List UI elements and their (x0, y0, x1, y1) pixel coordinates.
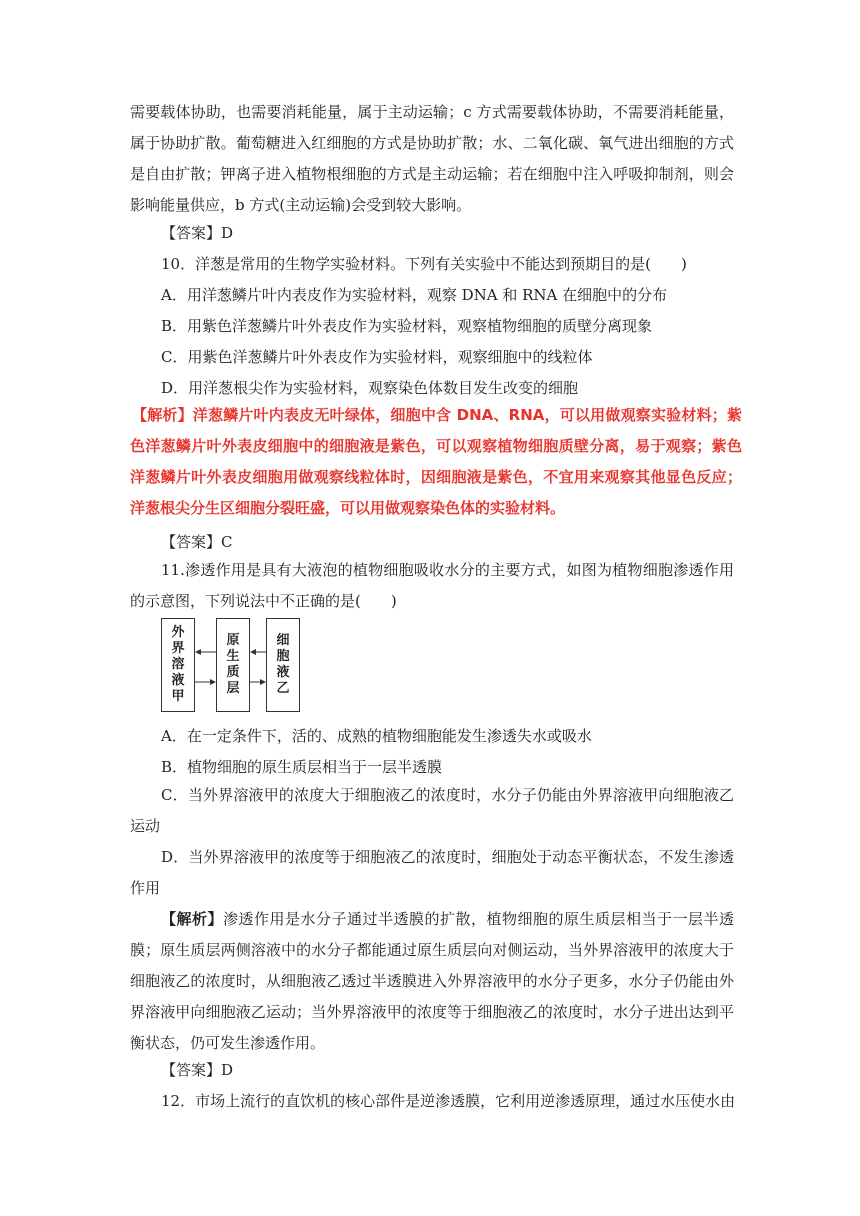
q10-answer: 【答案】C (161, 533, 233, 551)
q10-option-c: C．用紫色洋葱鳞片叶外表皮作为实验材料，观察细胞中的线粒体 (161, 348, 593, 366)
q10-option-a: A．用洋葱鳞片叶内表皮作为实验材料，观察 DNA 和 RNA 在细胞中的分布 (161, 286, 668, 304)
q12-stem: 12．市场上流行的直饮机的核心部件是逆渗透膜，它利用逆渗透原理，通过水压使水由 (161, 1092, 736, 1110)
q10-stem: 10．洋葱是常用的生物学实验材料。下列有关实验中不能达到预期目的是( ) (161, 255, 687, 273)
q10-analysis: 【解析】洋葱鳞片叶内表皮无叶绿体，细胞中含 DNA、RNA，可以用做观察实验材料；紫色洋葱鳞片叶外表皮细胞中的细胞液是紫色，可以观察植物细胞质壁分离，易于观察；紫色洋葱鳞片叶外表皮细胞用做观察线粒体时，因细胞液是紫色，不宜用来观察其他显色反应；洋葱根尖分生区细胞分裂旺盛，可以用做观察染色体的实验材料。 (130, 406, 742, 517)
osmosis-diagram (158, 616, 308, 714)
left-arrow-icon (195, 649, 201, 655)
diagram-arrows (158, 616, 308, 714)
q10-option-b: B．用紫色洋葱鳞片叶外表皮作为实验材料，观察植物细胞的质壁分离现象 (161, 317, 653, 335)
left-arrow-icon (250, 649, 256, 655)
outer-solution-label: 外界溶液甲 (171, 625, 185, 704)
q11-analysis-label: 【解析】 (161, 910, 223, 928)
q11-option-b: B．植物细胞的原生质层相当于一层半透膜 (161, 758, 443, 776)
q11-analysis (130, 904, 734, 1059)
q11-analysis-text: 渗透作用是水分子通过半透膜的扩散，植物细胞的原生质层相当于一层半透膜；原生质层两侧溶液中的水分子都能通过原生质层向对侧运动，当外界溶液甲的浓度大于细胞液乙的浓度时，从细胞液乙透过半透膜进入外界溶液甲的水分子更多，水分子仍能由外界溶液甲向细胞液乙运动；当外界溶液甲的浓度等于细胞液乙的浓度时，水分子进出达到平衡状态，仍可发生渗透作用。 (130, 910, 734, 1052)
cell-sap-label: 细胞液乙 (276, 633, 290, 696)
q10-option-d: D．用洋葱根尖作为实验材料，观察染色体数目发生改变的细胞 (161, 379, 579, 397)
right-arrow-icon (260, 679, 266, 685)
q11-option-d: D．当外界溶液甲的浓度等于细胞液乙的浓度时，细胞处于动态平衡状态，不发生渗透作用 (130, 848, 734, 897)
q11-answer: 【答案】D (161, 1061, 234, 1079)
q11-stem: 11.渗透作用是具有大液泡的植物细胞吸收水分的主要方式，如图为植物细胞渗透作用的示意图，下列说法中不正确的是( ) (130, 561, 734, 610)
protoplasm-layer-label: 原生质层 (226, 633, 240, 696)
q11-option-c: C．当外界溶液甲的浓度大于细胞液乙的浓度时，水分子仍能由外界溶液甲向细胞液乙运动 (130, 786, 734, 835)
right-arrow-icon (210, 679, 216, 685)
answer-9: 【答案】D (161, 224, 234, 242)
q11-option-a: A．在一定条件下，活的、成熟的植物细胞能发生渗透失水或吸水 (161, 727, 592, 745)
intro-paragraph: 需要载体协助，也需要消耗能量，属于主动运输；c 方式需要载体协助，不需要消耗能量，属于协助扩散。葡萄糖进入红细胞的方式是协助扩散；水、二氧化碳、氧气进出细胞的方式是自由扩散；钾离子进入植物根细胞的方式是主动运输；若在细胞中注入呼吸抑制剂，则会影响能量供应，b 方式(主动运输)会受到较大影响。 (130, 103, 734, 214)
